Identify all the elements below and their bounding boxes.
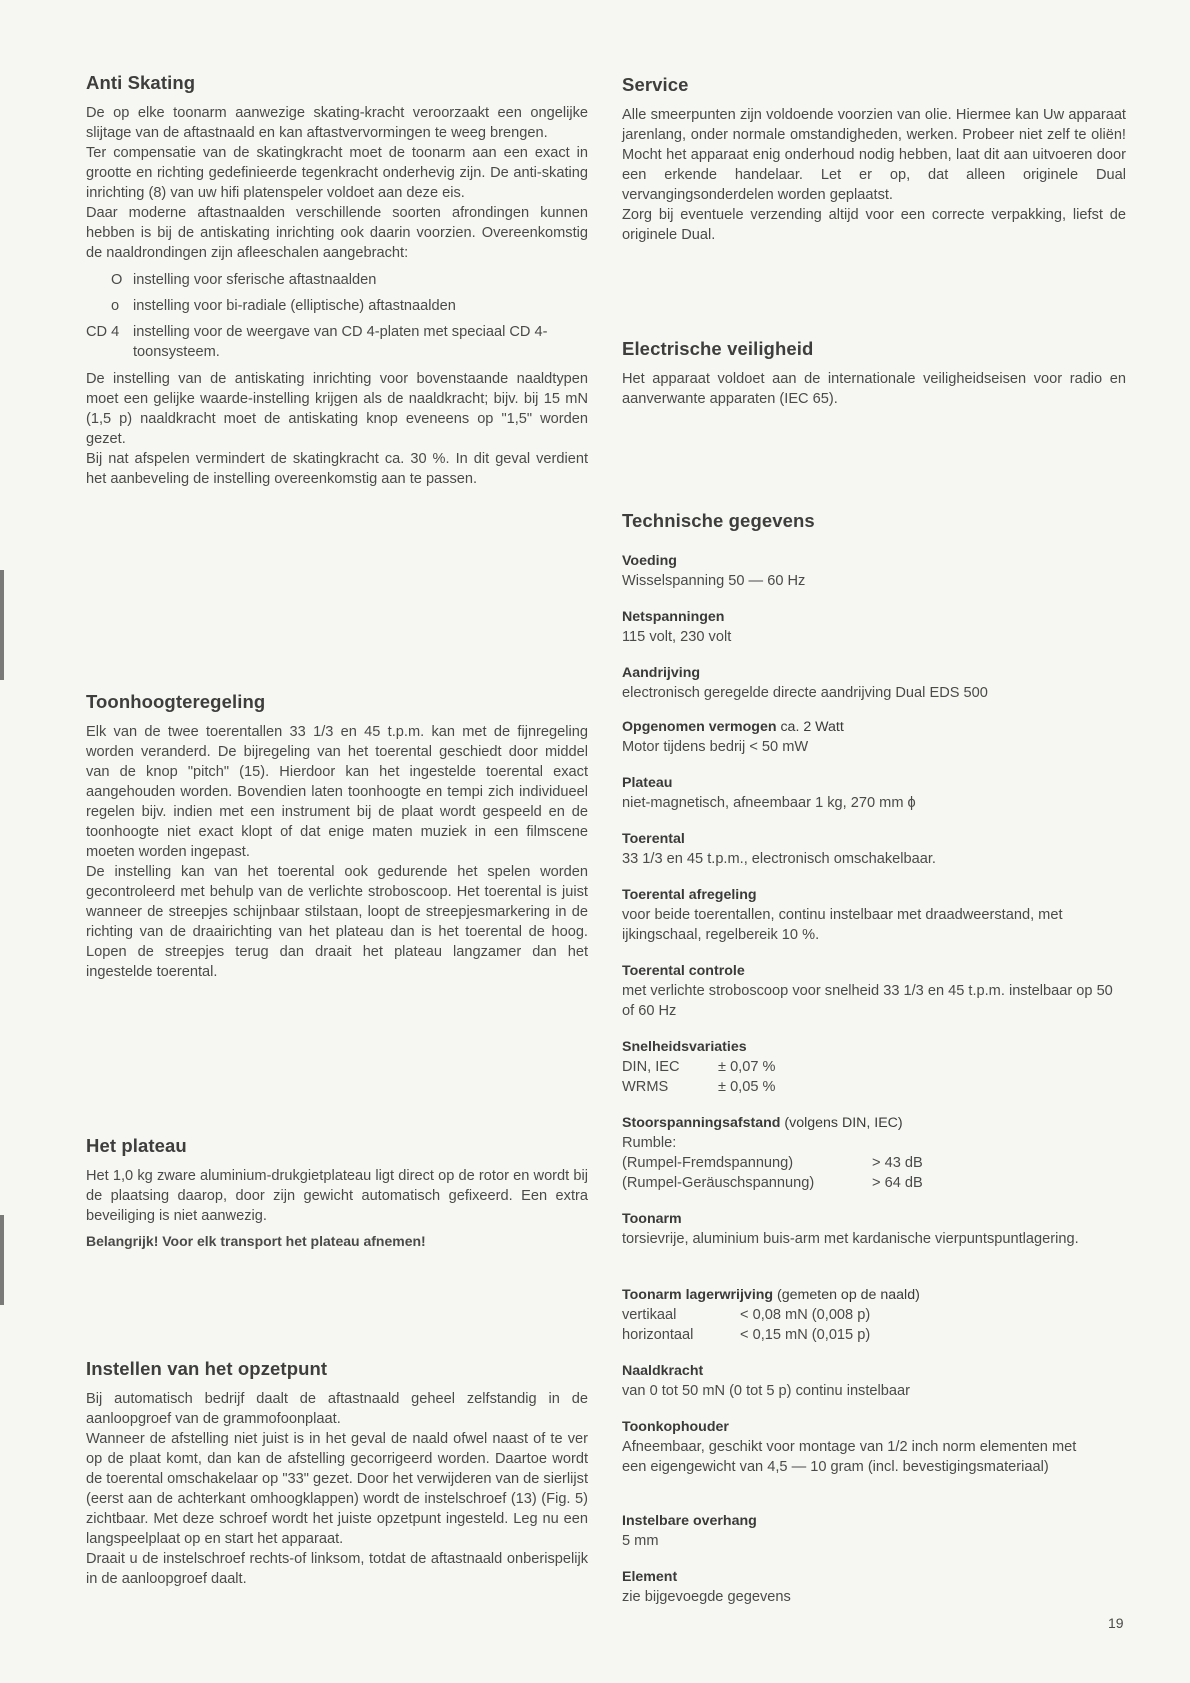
- spec-label: Toonarm: [622, 1211, 682, 1227]
- list-item: [86, 296, 588, 316]
- spec-row-key: WRMS: [622, 1079, 669, 1095]
- spec-label-detail: ca. 2 Watt: [776, 719, 844, 735]
- heading-electrische-veiligheid: Electrische veiligheid: [622, 338, 814, 359]
- spec-label: Toerental: [622, 831, 685, 847]
- spec-row-value: ± 0,07 %: [718, 1059, 776, 1075]
- list-item-text: instelling voor de weergave van CD 4-platen met speciaal CD 4-toonsysteem.: [133, 324, 548, 360]
- paragraph: De instelling van de antiskating inrichting voor bovenstaande naaldtypen moet een gelijke waarde-instelling krijgen als de naaldkracht; bijv. bij 15 mN (1,5 p) naaldkracht moet de antiskating knop eveneens op "1,5" worden gezet.: [86, 371, 588, 447]
- sphere-symbol: O: [111, 272, 123, 288]
- spec-row-value: > 64 dB: [872, 1175, 923, 1191]
- spec-value: 5 mm: [622, 1533, 659, 1549]
- spec-table: [622, 1305, 1126, 1345]
- section-electrische-veiligheid: [622, 338, 1126, 409]
- paragraph: Ter compensatie van de skatingkracht moet de toonarm aan een exact in grootte en richting gedefinieerde tegenkracht onderhevig zijn. De anti-skating inrichting (8) van uw hifi platenspeler voldoet aan deze eis.: [86, 145, 588, 201]
- paragraph: Bij nat afspelen vermindert de skatingkracht ca. 30 %. In dit geval verdient het aanbeveling de instelling overeenkomstig aan te passen.: [86, 451, 588, 487]
- heading-technische-gegevens: Technische gegevens: [622, 510, 815, 531]
- spec-snelheidsvariaties: [622, 1037, 1126, 1097]
- heading-opzetpunt: Instellen van het opzetpunt: [86, 1358, 328, 1379]
- spec-row-value: < 0,15 mN (0,015 p): [740, 1327, 871, 1343]
- list-item: [86, 270, 588, 290]
- paragraph: Het apparaat voldoet aan de internationale veiligheidseisen voor radio en aanverwante apparaten (IEC 65).: [622, 371, 1126, 407]
- paragraph: Daar moderne aftastnaalden verschillende soorten afrondingen kunnen hebben is bij de antiskating inrichting ook daarin voorzien. Overeenkomstig de naaldrondingen zijn afleeschalen aangebracht:: [86, 205, 588, 261]
- spec-value: 115 volt, 230 volt: [622, 629, 732, 645]
- spec-label: Toonkophouder: [622, 1419, 729, 1435]
- paragraph: Het 1,0 kg zware aluminium-drukgietplateau ligt direct op de rotor en wordt bij de plaatsing daarop, door zijn gewicht automatisch gefixeerd. Een extra beveiliging is niet aanwezig.: [86, 1168, 588, 1224]
- spec-label: Instelbare overhang: [622, 1513, 757, 1529]
- spec-aandrijving: [622, 663, 1126, 703]
- list-item: [86, 322, 588, 362]
- scan-edge-mark: [0, 570, 4, 680]
- spec-label-detail: (volgens DIN, IEC): [780, 1115, 903, 1131]
- spec-toonarm-lagerwrijving: [622, 1285, 1126, 1345]
- spec-value: voor beide toerentallen, continu instelbaar met draadweerstand, met ijkingschaal, regelbereik 10 %.: [622, 907, 1063, 943]
- spec-table: [622, 1153, 1126, 1193]
- section-anti-skating: [86, 72, 588, 489]
- spec-value: electronisch geregelde directe aandrijving Dual EDS 500: [622, 685, 988, 701]
- heading-toonhoogteregeling: Toonhoogteregeling: [86, 691, 266, 712]
- paragraph: Zorg bij eventuele verzending altijd voor een correcte verpakking, liefst de originele Dual.: [622, 207, 1126, 243]
- spec-value: Afneembaar, geschikt voor montage van 1/2 inch norm elementen met een eigengewicht van 4,5 — 10 gram (incl. bevestigingsmateriaal): [622, 1439, 1077, 1475]
- heading-het-plateau: Het plateau: [86, 1135, 187, 1156]
- scan-edge-mark: [0, 1215, 4, 1305]
- spec-value: Motor tijdens bedrij < 50 mW: [622, 739, 809, 755]
- cd4-symbol: CD 4: [86, 324, 120, 340]
- spec-label: Toonarm lagerwrijving: [622, 1287, 774, 1303]
- spec-row-value: < 0,08 mN (0,008 p): [740, 1307, 871, 1323]
- spec-toonkophouder: [622, 1417, 1126, 1477]
- page-number: 19: [1108, 1615, 1124, 1631]
- heading-service: Service: [622, 74, 689, 95]
- spec-value: 33 1/3 en 45 t.p.m., electronisch omschakelbaar.: [622, 851, 936, 867]
- spec-value: Rumble:: [622, 1135, 677, 1151]
- paragraph: De op elke toonarm aanwezige skating-kracht veroorzaakt een ongelijke slijtage van de aftastnaald en kan aftastvervormingen te weeg brengen.: [86, 105, 588, 141]
- spec-toonarm: [622, 1209, 1126, 1249]
- spec-value: Wisselspanning 50 — 60 Hz: [622, 573, 806, 589]
- ellipse-symbol: o: [111, 298, 120, 314]
- spec-value: niet-magnetisch, afneembaar 1 kg, 270 mm ϕ: [622, 795, 916, 811]
- spec-label: Voeding: [622, 553, 677, 569]
- spec-element: [622, 1567, 1126, 1607]
- spec-stoorspanningsafstand: [622, 1113, 1126, 1193]
- spec-label: Opgenomen vermogen: [622, 719, 777, 735]
- spec-label-detail: (gemeten op de naald): [773, 1287, 920, 1303]
- spec-instelbare-overhang: [622, 1511, 1126, 1551]
- spec-label: Snelheidsvariaties: [622, 1039, 747, 1055]
- spec-row-key: vertikaal: [622, 1307, 677, 1323]
- spec-row-value: > 43 dB: [872, 1155, 923, 1171]
- spec-naaldkracht: [622, 1361, 1126, 1401]
- spec-toerental-afregeling: [622, 885, 1126, 945]
- spec-row-key: (Rumpel-Geräuschspannung): [622, 1175, 815, 1191]
- section-opzetpunt: [86, 1358, 588, 1589]
- spec-value: zie bijgevoegde gegevens: [622, 1589, 791, 1605]
- list-item-text: instelling voor sferische aftastnaalden: [133, 272, 377, 288]
- spec-row-value: ± 0,05 %: [718, 1079, 776, 1095]
- spec-value: van 0 tot 50 mN (0 tot 5 p) continu instelbaar: [622, 1383, 910, 1399]
- spec-value: met verlichte stroboscoop voor snelheid 33 1/3 en 45 t.p.m. instelbaar op 50 of 60 Hz: [622, 983, 1113, 1019]
- spec-label: Toerental afregeling: [622, 887, 757, 903]
- spec-voeding: [622, 551, 1126, 591]
- paragraph: De instelling kan van het toerental ook gedurende het spelen worden gecontroleerd met behulp van de verlichte stroboscoop. Het toerental is juist wanneer de streepjes schijnbaar stilstaan, loopt de streepjesmarkering in de richting van de draairichting van het plateau dan is het toerental de hoog. Lopen de streepjes terug dan draait het plateau langzamer dan het ingestelde toerental.: [86, 864, 588, 980]
- paragraph: Bij automatisch bedrijf daalt de aftastnaald geheel zelfstandig in de aanloopgroef van de grammofoonplaat.: [86, 1391, 588, 1427]
- spec-row-key: (Rumpel-Fremdspannung): [622, 1155, 794, 1171]
- spec-label: Naaldkracht: [622, 1363, 704, 1379]
- spec-row-key: horizontaal: [622, 1327, 694, 1343]
- spec-opgenomen-vermogen: [622, 717, 1126, 757]
- spec-value: torsievrije, aluminium buis-arm met kardanische vierpuntspuntlagering.: [622, 1231, 1079, 1247]
- paragraph: Elk van de twee toerentallen 33 1/3 en 45 t.p.m. kan met de fijnregeling worden veranderd. De bijregeling van het toerental geschiedt door middel van de knop "pitch" (15). Hierdoor kan het ingestelde toerental exact aangehouden worden. Bovendien laten toonhoogte en tempi zich individueel regelen bijv. indien met een instrument bij de plaat wordt gespeeld en de toonhoogte niet exact klopt of dat enige maten muziek in een filmscene moeten worden ingepast.: [86, 724, 588, 860]
- warning-text: Belangrijk! Voor elk transport het plateau afnemen!: [86, 1233, 426, 1249]
- spec-label: Toerental controle: [622, 963, 745, 979]
- spec-label: Netspanningen: [622, 609, 725, 625]
- paragraph: Wanneer de afstelling niet juist is in het geval de naald ofwel naast of te ver op de plaat komt, dan kan de afstelling gecorrigeerd worden. Daartoe wordt de toerental omschakelaar op "33" gezet. Door het verwijderen van de sierlijst (eerst aan de achterkant omhoogklappen) wordt de instelschroef (13) (Fig. 5) zichtbaar. Met deze schroef wordt het juiste opzetpunt ingesteld. Leg nu een langspeelplaat op en start het apparaat.: [86, 1431, 588, 1547]
- list-item-text: instelling voor bi-radiale (elliptische) aftastnaalden: [133, 298, 456, 314]
- spec-label: Element: [622, 1569, 678, 1585]
- paragraph: Alle smeerpunten zijn voldoende voorzien van olie. Hiermee kan Uw apparaat jarenlang, onder normale omstandigheden, werken. Probeer niet zelf te oliën! Mocht het apparaat enig onderhoud nodig hebben, laat dit aan uitvoeren door een erkende handelaar. Let er op, dat alleen originele Dual vervangingsonderdelen worden geplaatst.: [622, 107, 1126, 203]
- spec-label: Stoorspanningsafstand: [622, 1115, 781, 1131]
- spec-label: Aandrijving: [622, 665, 701, 681]
- section-toonhoogteregeling: [86, 691, 588, 982]
- spec-toerental: [622, 829, 1126, 869]
- spec-table: [622, 1057, 1126, 1097]
- spec-toerental-controle: [622, 961, 1126, 1021]
- section-service: [622, 74, 1126, 245]
- spec-row-key: DIN, IEC: [622, 1059, 680, 1075]
- section-het-plateau: [86, 1135, 588, 1251]
- spec-label: Plateau: [622, 775, 673, 791]
- heading-anti-skating: Anti Skating: [86, 72, 196, 93]
- paragraph: Draait u de instelschroef rechts-of linksom, totdat de aftastnaald onberispelijk in de aanloopgroef daalt.: [86, 1551, 588, 1587]
- spec-netspanningen: [622, 607, 1126, 647]
- spec-plateau: [622, 773, 1126, 813]
